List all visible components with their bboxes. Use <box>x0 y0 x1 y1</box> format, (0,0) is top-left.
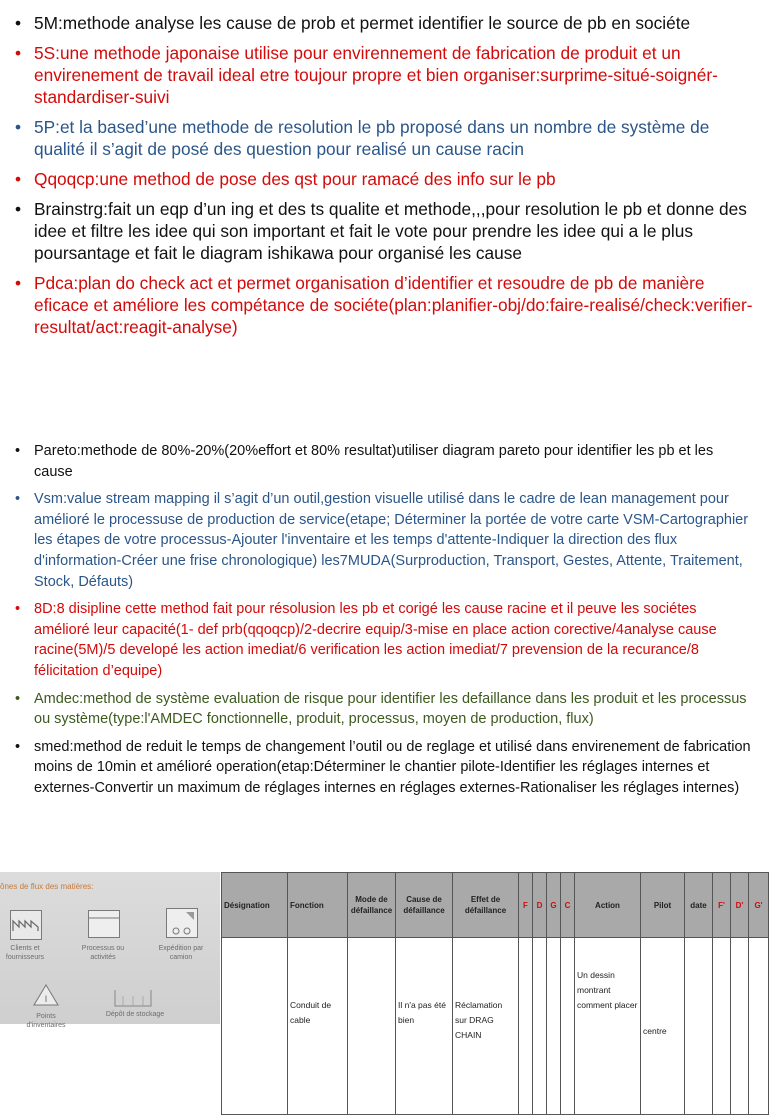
bullet-5s: • 5S:une methode japonaise utilise pour envirennement de fabrication de produit et un envirenement de travail ideal etre toujour propre et bien organiser:surprime-situé-soignér-standardiser-suivi <box>0 42 768 108</box>
cell-date <box>685 938 713 1115</box>
cell-f-prime <box>713 938 731 1115</box>
bullet-5m: • 5M:methode analyse les cause de prob et permet identifier le source de pb en sociéte <box>0 12 768 34</box>
header-mode: Mode de défaillance <box>348 873 396 938</box>
top-bullet-list <box>0 12 768 346</box>
cell-pilot: centre <box>641 938 685 1115</box>
cell-effet: Réclamation sur DRAG CHAIN <box>453 938 519 1115</box>
flow-label-clients: Clients et fournisseurs <box>5 945 45 961</box>
flow-label-inventaire: Points d'inventaires <box>26 1013 66 1029</box>
header-cause: Cause de défaillance <box>396 873 453 938</box>
bottom-bullet-list <box>0 441 768 806</box>
header-designation: Désignation <box>222 873 288 938</box>
cell-c <box>561 938 575 1115</box>
flow-label-depot: Dépôt de stockage <box>105 1011 165 1018</box>
flow-diagram-title: ônes de flux des matières: <box>0 882 94 891</box>
cell-mode <box>348 938 396 1115</box>
process-box-icon <box>88 910 120 938</box>
cell-g-prime <box>749 938 769 1115</box>
header-action: Action <box>575 873 641 938</box>
table-row <box>222 938 769 1115</box>
storage-depot-icon <box>113 984 153 1008</box>
factory-icon <box>10 910 42 940</box>
flow-label-expedition: Expédition par camion <box>158 945 204 961</box>
header-d-prime: D' <box>731 873 749 938</box>
bullet-8d: • 8D:8 disipline cette method fait pour résolusion les pb et corigé les cause racine et il peuve les sociétes amélioré leur capacité(1- def prb(qqoqcp)/2-decrire equip/3-mise en place action corective/4analyse cause racine(5M)/5 developé les action imediat/6 verification les action imediat/7 prevension de la recurance/8 félicitation d’equipe) <box>0 599 768 681</box>
cell-d <box>533 938 547 1115</box>
bullet-qqoqcp: • Qqoqcp:une method de pose des qst pour ramacé des info sur le pb <box>0 168 768 190</box>
cell-d-prime <box>731 938 749 1115</box>
header-f-prime: F' <box>713 873 731 938</box>
flow-label-processus: Processus ou activités <box>81 945 125 961</box>
cell-action: Un dessin montrant comment placer <box>575 938 641 1115</box>
header-fonction: Fonction <box>288 873 348 938</box>
bullet-brainstorming: • Brainstrg:fait un eqp d’un ing et des ts qualite et methode,,,pour resolution le pb et donne des idee et filtre les idee qui son important et fait le vote pour prendre les idee qui a le plus poursantage et fait le diagram ishikawa pour organisé les cause <box>0 198 768 264</box>
header-pilot: Pilot <box>641 873 685 938</box>
amdec-table <box>221 872 769 1115</box>
header-c: C <box>561 873 575 938</box>
header-f: F <box>519 873 533 938</box>
bullet-amdec: • Amdec:method de système evaluation de risque pour identifier les defaillance dans les produit et les processus ou système(type:l'AMDEC fonctionnelle, produit, processus, moyen de production, flux) <box>0 689 768 730</box>
cell-f <box>519 938 533 1115</box>
bullet-pareto: • Pareto:methode de 80%-20%(20%effort et 80% resultat)utiliser diagram pareto pour identifier les pb et les cause <box>0 441 768 482</box>
truck-icon <box>166 908 198 938</box>
header-d: D <box>533 873 547 938</box>
cell-cause: Il n'a pas été bien <box>396 938 453 1115</box>
header-effet: Effet de défaillance <box>453 873 519 938</box>
amdec-table-image <box>221 872 768 1040</box>
bullet-smed: • smed:method de reduit le temps de changement l’outil ou de reglage et utilisé dans envirenement de fabrication moins de 10min et amélioré operation(etap:Déterminer le chantier pilote-Identifier les réglages internes et externes-Convertir un maximum de réglages internes en réglages externes-Rationaliser les réglages internes) <box>0 737 768 799</box>
cell-g <box>547 938 561 1115</box>
material-flow-diagram-image <box>0 872 220 1029</box>
header-g: G <box>547 873 561 938</box>
header-g-prime: G' <box>749 873 769 938</box>
bullet-pdca: • Pdca:plan do check act et permet organisation d’identifier et resoudre de pb de manière eficace et améliore les compétance de sociéte(plan:planifier-obj/do:faire-realisé/check:verifier-resultat/act:reagit-analyse) <box>0 272 768 338</box>
inventory-triangle-icon <box>33 984 59 1006</box>
cell-fonction: Conduit de cable <box>288 938 348 1115</box>
header-date: date <box>685 873 713 938</box>
cell-designation <box>222 938 288 1115</box>
amdec-header-row <box>222 873 769 938</box>
bullet-vsm: • Vsm:value stream mapping il s’agit d’un outil,gestion visuelle utilisé dans le cadre de lean management pour amélioré le processuse de production de service(etape; Déterminer la portée de votre carte VSM-Cartographier les étapes de votre processus-Ajouter l'inventaire et les temps d'attente-Indiquer la direction des flux d'information-Créer une frise chronologique) les7MUDA(Surproduction, Transport, Gestes, Attente, Traitement, Stock, Défauts) <box>0 489 768 592</box>
svg-text:I: I <box>44 994 48 1004</box>
bullet-5p: • 5P:et la based’une methode de resolution le pb proposé dans un nombre de système de qualité il s’agit de posé des question pour realisé un cause racin <box>0 116 768 160</box>
